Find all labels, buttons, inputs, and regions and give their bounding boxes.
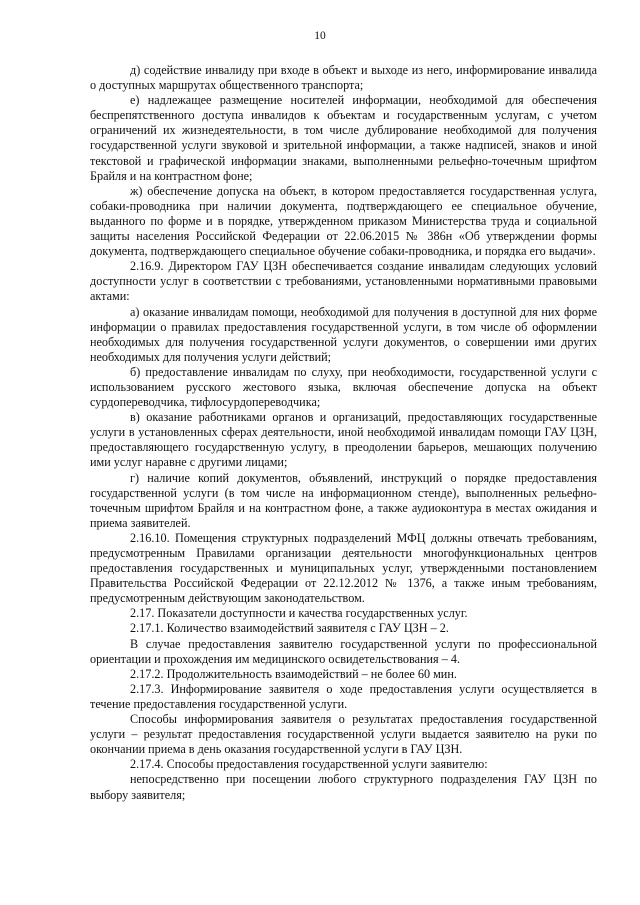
paragraph-item-zh: ж) обеспечение допуска на объект, в котором предоставляется государственная услуга, собаки-проводника при наличии документа, подтверждающего ее специальное обучение, выданного по форме и в порядке, утвержденном приказом Министерства труда и социальной защиты населения Российской Федерации от 22.06.2015 № 386н «Об утверждении формы документа, подтверждающего специальное обучение собаки-проводника, и порядка его выдачи». [90, 183, 597, 259]
paragraph-item-g: г) наличие копий документов, объявлений, инструкций о порядке предоставления государственной услуги (в том числе на информационном стенде), выполненных рельефно-точечным шрифтом Брайля и на контрастном фоне, а также аудиоконтура в местах ожидания и приема заявителей. [90, 470, 597, 530]
paragraph-2-16-10: 2.16.10. Помещения структурных подразделений МФЦ должны отвечать требованиям, предусмотренным Правилами организации деятельности многофункциональных центров предоставления государственных и муниципальных услуг, утвержденными постановлением Правительства Российской Федерации от 22.12.2012 № 1376, а также иным требованиям, предусмотренным действующим законодательством. [90, 530, 597, 606]
paragraph-2-17-3: 2.17.3. Информирование заявителя о ходе предоставления услуги осуществляется в течение предоставления государственной услуги. [90, 681, 597, 711]
paragraph-2-17-1: 2.17.1. Количество взаимодействий заявителя с ГАУ ЦЗН – 2. [130, 621, 449, 636]
paragraph-item-a: а) оказание инвалидам помощи, необходимой для получения в доступной для них форме информации о правилах предоставления государственной услуги, в том числе об оформлении необходимых для получения государственной услуги документов, о совершении ими других необходимых для получения услуги действий; [90, 304, 597, 364]
paragraph-item-d: д) содействие инвалиду при входе в объект и выходе из него, информирование инвалида о доступных маршрутах общественного транспорта; [90, 63, 597, 93]
paragraph-2-16-9: 2.16.9. Директором ГАУ ЦЗН обеспечивается создание инвалидам следующих условий доступности услуг в соответствии с требованиями, установленными нормативными правовыми актами: [90, 259, 597, 304]
paragraph-professional-orientation: В случае предоставления заявителю государственной услуги по профессиональной ориентации и прохождения им медицинского освидетельствования – 4. [90, 636, 597, 666]
paragraph-item-e: е) надлежащее размещение носителей информации, необходимой для обеспечения беспрепятственного доступа инвалидов к объектам и государственным услугам, с учетом ограничений их жизнедеятельности, в том числе дублирование необходимой для получения государственной услуги звуковой и зрительной информации, а также надписей, знаков и иной текстовой и графической информации знаками, выполненными рельефно-точечным шрифтом Брайля и на контрастном фоне; [90, 93, 597, 183]
document-body [90, 63, 597, 803]
paragraph-informing-methods: Способы информирования заявителя о результатах предоставления государственной услуги – результат предоставления государственной услуги выдается заявителю на руки по окончании приема в день оказания государственной услуги в ГАУ ЦЗН. [90, 712, 597, 757]
paragraph-2-17-4: 2.17.4. Способы предоставления государственной услуги заявителю: [130, 757, 488, 772]
paragraph-item-v: в) оказание работниками органов и организаций, предоставляющих государственные услуги в установленных сферах деятельности, иной необходимой инвалидам помощи ГАУ ЦЗН, предоставляющего государственную услугу, в преодолении барьеров, мешающих получению ими услуг наравне с другими лицами; [90, 410, 597, 470]
paragraph-direct-visit: непосредственно при посещении любого структурного подразделения ГАУ ЦЗН по выбору заявителя; [90, 772, 597, 802]
page-number: 10 [314, 30, 326, 42]
paragraph-item-b: б) предоставление инвалидам по слуху, при необходимости, государственной услуги с использованием русского жестового языка, включая обеспечение допуска на объект сурдопереводчика, тифлосурдопереводчика; [90, 364, 597, 410]
section-heading-2-17: 2.17. Показатели доступности и качества государственных услуг. [130, 606, 468, 621]
paragraph-2-17-2: 2.17.2. Продолжительность взаимодействий – не более 60 мин. [130, 666, 457, 681]
